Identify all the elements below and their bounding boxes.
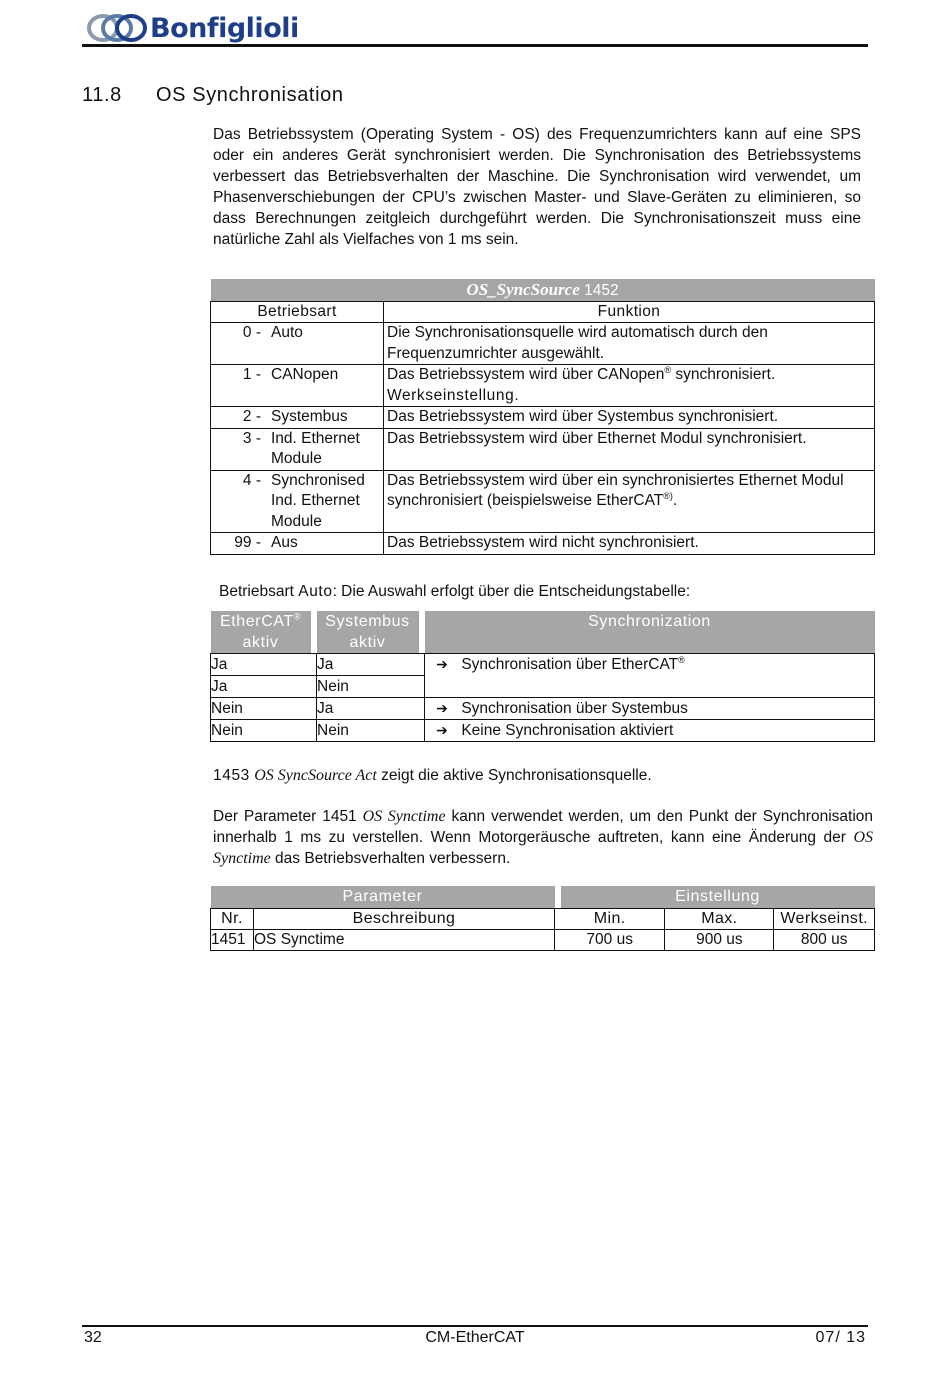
logo-rings-icon [86,11,148,45]
header-rule [82,44,868,47]
col-header-function: Funktion [384,302,875,323]
param-name: OS_SyncSource [466,280,580,299]
cell-ethercat: Ja [211,654,317,676]
param-min: 700 us [555,930,665,951]
cell-ethercat: Nein [211,720,317,742]
table-title-row [211,279,875,302]
mode-note: Betriebsart Auto: Die Auswahl erfolgt über die Entscheidungstabelle: [219,583,691,600]
document-date: 07/ 13 [815,1329,866,1346]
cell-ethercat: Nein [211,698,317,720]
section-number: 11.8 [82,84,122,106]
brand-logo [86,8,299,48]
page-number: 32 [84,1329,102,1346]
param-header-row [211,909,875,930]
table-header-row [211,302,875,323]
option-label: Aus [271,534,298,551]
decision-table [210,611,875,742]
parameter-table [210,886,875,951]
param-number: 1452 [584,282,619,299]
option-function: Das Betriebssystem wird über ein synchronisiertes Ethernet Modul synchronisiert (beispielsweise EtherCAT®). [384,470,875,533]
col-header-nr: Nr. [211,909,254,930]
table-row [211,365,875,407]
cell-result: ➔ Keine Synchronisation aktiviert [425,720,875,742]
cell-systembus: Nein [317,676,425,698]
synctime-paragraph: Der Parameter 1451 OS Synctime kann verwendet werden, um den Punkt der Synchronisation innerhalb 1 ms zu verstellen. Wenn Motorgeräusche auftreten, kann eine Änderung der OS Synctime das Betriebsverhalten verbessern. [213,808,873,867]
col-header-default: Werkseinst. [774,909,875,930]
option-label: Auto [271,324,303,341]
option-number: 4 - [242,471,261,489]
table-row [211,698,875,720]
table-row [211,470,875,533]
cell-result: ➔ Synchronisation über Systembus [425,698,875,720]
table-title [211,279,875,302]
col-header-synchronization: Synchronization [425,611,875,654]
decision-header-row [211,611,875,654]
option-number: 0 - [242,324,261,341]
cell-ethercat: Ja [211,676,317,698]
option-label: CANopen [271,366,339,383]
arrow-right-icon: ➔ [436,700,448,716]
option-number: 99 - [234,534,261,551]
option-function: Das Betriebssystem wird über Ethernet Modul synchronisiert. [384,428,875,470]
option-number: 1 - [242,366,261,383]
mode-name: Auto [298,583,333,600]
table-row [211,533,875,555]
arrow-right-icon: ➔ [436,656,448,672]
footer-rule [82,1325,868,1327]
cell-systembus: Ja [317,698,425,720]
table-row [211,323,875,365]
param-description: OS Synctime [254,930,555,951]
factory-default-note: Werkseinstellung. [387,386,520,404]
group-header-setting: Einstellung [561,886,875,909]
option-number: 3 - [242,429,261,447]
table-row [211,428,875,470]
sync-source-table [210,279,875,555]
option-label: Systembus [271,408,348,425]
param-nr: 1451 [211,930,254,951]
param-group-header-row [211,886,875,909]
table-row [211,654,875,676]
cell-systembus: Ja [317,654,425,676]
param-default: 800 us [774,930,875,951]
option-label: Synchronised Ind. Ethernet Module [271,471,365,530]
section-title: OS Synchronisation [156,84,344,106]
col-header-description: Beschreibung [254,909,555,930]
cell-systembus: Nein [317,720,425,742]
col-header-systembus: Systembus aktiv [317,611,419,654]
brand-name: Bonfiglioli [150,12,299,44]
param-max: 900 us [665,930,774,951]
active-source-paragraph: 1453 OS SyncSource Act zeigt die aktive Synchronisationsquelle. [213,767,652,784]
col-header-mode: Betriebsart [211,302,384,323]
option-function: Das Betriebssystem wird über Systembus synchronisiert. [384,407,875,429]
option-label: Ind. Ethernet Module [271,429,360,467]
section-heading [82,84,344,107]
table-row [211,930,875,951]
col-header-min: Min. [555,909,665,930]
intro-paragraph: Das Betriebssystem (Operating System - OS) des Frequenzumrichters kann auf eine SPS oder ein anderes Gerät synchronisiert werden. Die Synchronisation des Betriebssystems verbessert das Betriebsverhalten der Maschine. Die Synchronisation wird verwendet, um Phasenverschiebungen der CPU’s zwischen Master- und Slave-Geräten zu eliminieren, so dass Berechnungen zeitgleich durchgeführt werden. Die Synchronisationszeit muss eine natürliche Zahl als Vielfaches von 1 ms sein. [213,126,861,248]
col-header-max: Max. [665,909,774,930]
col-header-ethercat: EtherCAT® aktiv [211,611,311,654]
option-function: Die Synchronisationsquelle wird automatisch durch den Frequenzumrichter ausgewählt. [384,323,875,365]
option-function: Das Betriebssystem wird über CANopen® synchronisiert. Werkseinstellung. [384,365,875,407]
option-number: 2 - [242,408,261,425]
table-row [211,720,875,742]
arrow-right-icon: ➔ [436,722,448,738]
group-header-parameter: Parameter [211,886,555,909]
table-row [211,407,875,429]
option-function: Das Betriebssystem wird nicht synchronisiert. [384,533,875,555]
document-name: CM-EtherCAT [425,1329,525,1346]
cell-result: ➔ Synchronisation über EtherCAT® [425,654,875,698]
